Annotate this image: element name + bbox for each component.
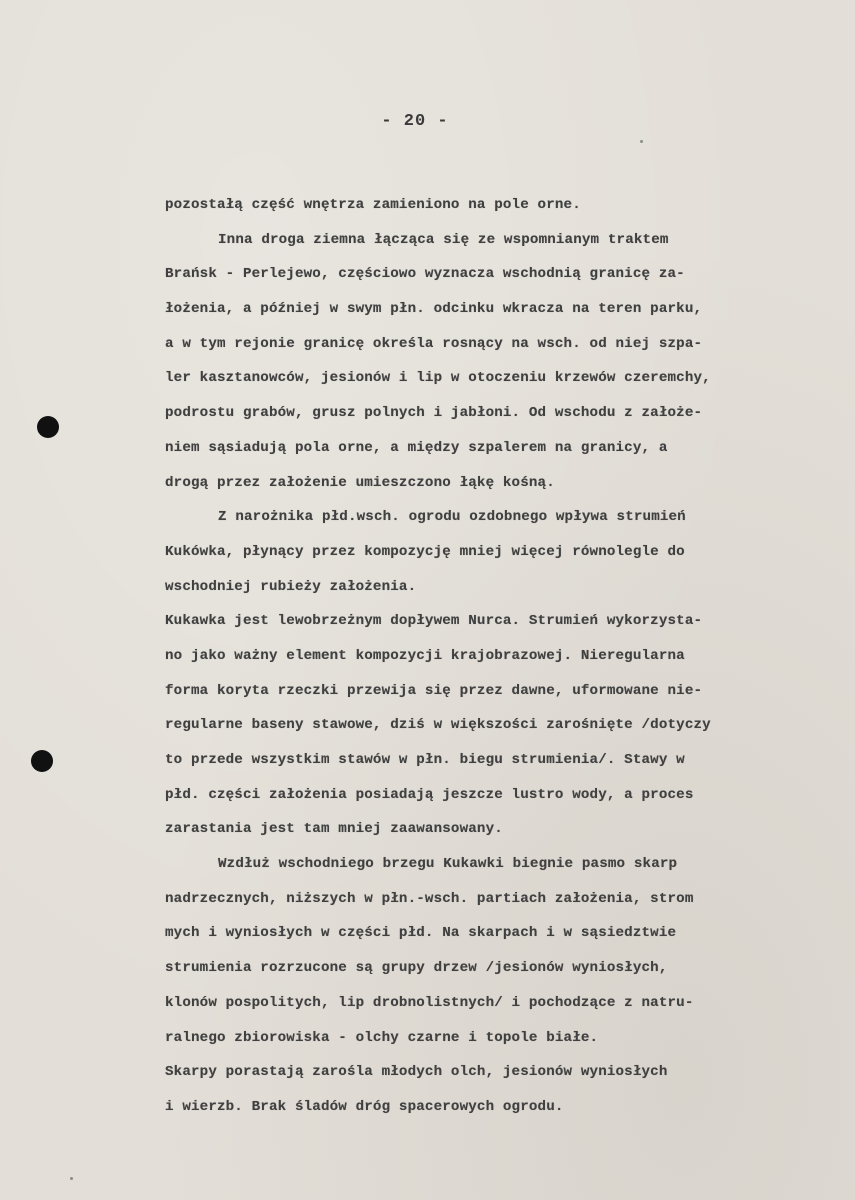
text-line: pozostałą część wnętrza zamieniono na pole orne.	[165, 197, 581, 213]
text-line: i wierzb. Brak śladów dróg spacerowych ogrodu.	[165, 1098, 564, 1115]
text-line: no jako ważny element kompozycji krajobrazowej. Nieregularna	[165, 647, 685, 664]
text-line: Kukawka jest lewobrzeżnym dopływem Nurca. Strumień wykorzysta-	[165, 613, 703, 630]
text-line: regularne baseny stawowe, dziś w większości zarośnięte /dotyczy	[165, 717, 711, 734]
text-line: Z narożnika płd.wsch. ogrodu ozdobnego wpływa strumień	[218, 509, 686, 526]
paper-speck	[640, 140, 643, 143]
text-line: mych i wyniosłych w części płd. Na skarpach i w sąsiedztwie	[165, 925, 677, 942]
text-line: to przede wszystkim stawów w płn. biegu strumienia/. Stawy w	[165, 752, 685, 768]
text-line: klonów pospolitych, lip drobnolistnych/ i pochodzące z natru-	[165, 994, 694, 1011]
text-line: Kukówka, płynący przez kompozycję mniej więcej równolegle do	[165, 543, 685, 560]
text-line: podrostu grabów, grusz polnych i jabłoni. Od wschodu z założe-	[165, 405, 703, 422]
text-line: Skarpy porastają zarośla młodych olch, jesionów wyniosłych	[165, 1064, 668, 1081]
page-number: - 20 -	[381, 112, 449, 131]
punch-hole	[31, 750, 53, 772]
text-line: ralnego zbiorowiska - olchy czarne i topole białe.	[165, 1029, 599, 1046]
text-line: a w tym rejonie granicę określa rosnący na wsch. od niej szpa-	[165, 335, 703, 352]
text-line: nadrzecznych, niższych w płn.-wsch. partiach założenia, strom	[165, 890, 694, 907]
punch-hole	[37, 416, 59, 438]
body-text	[165, 188, 840, 1125]
text-line: wschodniej rubieży założenia.	[165, 578, 417, 595]
text-line: ler kasztanowców, jesionów i lip w otoczeniu krzewów czeremchy,	[165, 370, 711, 387]
text-line: łożenia, a później w swym płn. odcinku wkracza na teren parku,	[165, 301, 703, 318]
text-line: strumienia rozrzucone są grupy drzew /jesionów wyniosłych,	[165, 960, 668, 977]
text-line: Inna droga ziemna łącząca się ze wspomnianym traktem	[218, 231, 669, 248]
text-line: forma koryta rzeczki przewija się przez dawne, uformowane nie-	[165, 682, 703, 699]
text-line: Brańsk - Perlejewo, częściowo wyznacza wschodnią granicę za-	[165, 266, 685, 283]
text-line: drogą przez założenie umieszczono łąkę kośną.	[165, 474, 555, 491]
text-line: niem sąsiadują pola orne, a między szpalerem na granicy, a	[165, 439, 668, 456]
text-line: Wzdłuż wschodniego brzegu Kukawki biegnie pasmo skarp	[218, 856, 678, 873]
text-line: zarastania jest tam mniej zaawansowany.	[165, 821, 503, 838]
paper-speck	[70, 1177, 73, 1180]
text-line: płd. części założenia posiadają jeszcze lustro wody, a proces	[165, 786, 694, 803]
